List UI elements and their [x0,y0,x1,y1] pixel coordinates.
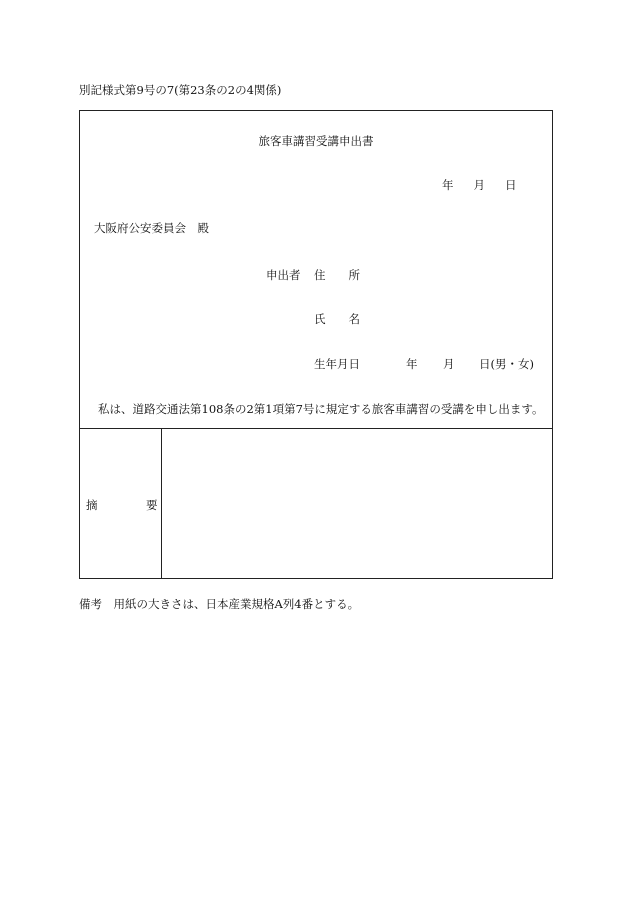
remarks-field[interactable] [162,429,552,578]
birth-year-label: 年 [406,357,418,371]
remarks-label-part2: 要 [146,498,158,512]
date-year-label: 年 [442,178,454,192]
date-month-label: 月 [473,178,485,192]
remarks-label-part1: 摘 [86,498,98,512]
birth-day-sex-label: 日(男・女) [479,357,534,371]
birthdate-label: 生年月日 [314,357,360,371]
footer-note: 備考 用紙の大きさは、日本産業規格A列4番とする。 [79,597,360,611]
date-line [442,177,517,193]
date-day-label: 日 [505,178,517,192]
form-reference: 別記様式第9号の7(第23条の2の4関係) [79,83,282,97]
name-label: 氏 名 [314,312,360,326]
application-form [79,110,553,579]
application-statement: 私は、道路交通法第108条の2第1項第7号に規定する旅客車講習の受講を申し出ます。 [98,402,544,416]
applicant-label: 申出者 [266,268,301,282]
address-label: 住 所 [314,268,360,282]
addressee: 大阪府公安委員会 殿 [94,221,209,235]
birth-month-label: 月 [443,357,455,371]
document-title: 旅客車講習受講申出書 [258,134,374,148]
